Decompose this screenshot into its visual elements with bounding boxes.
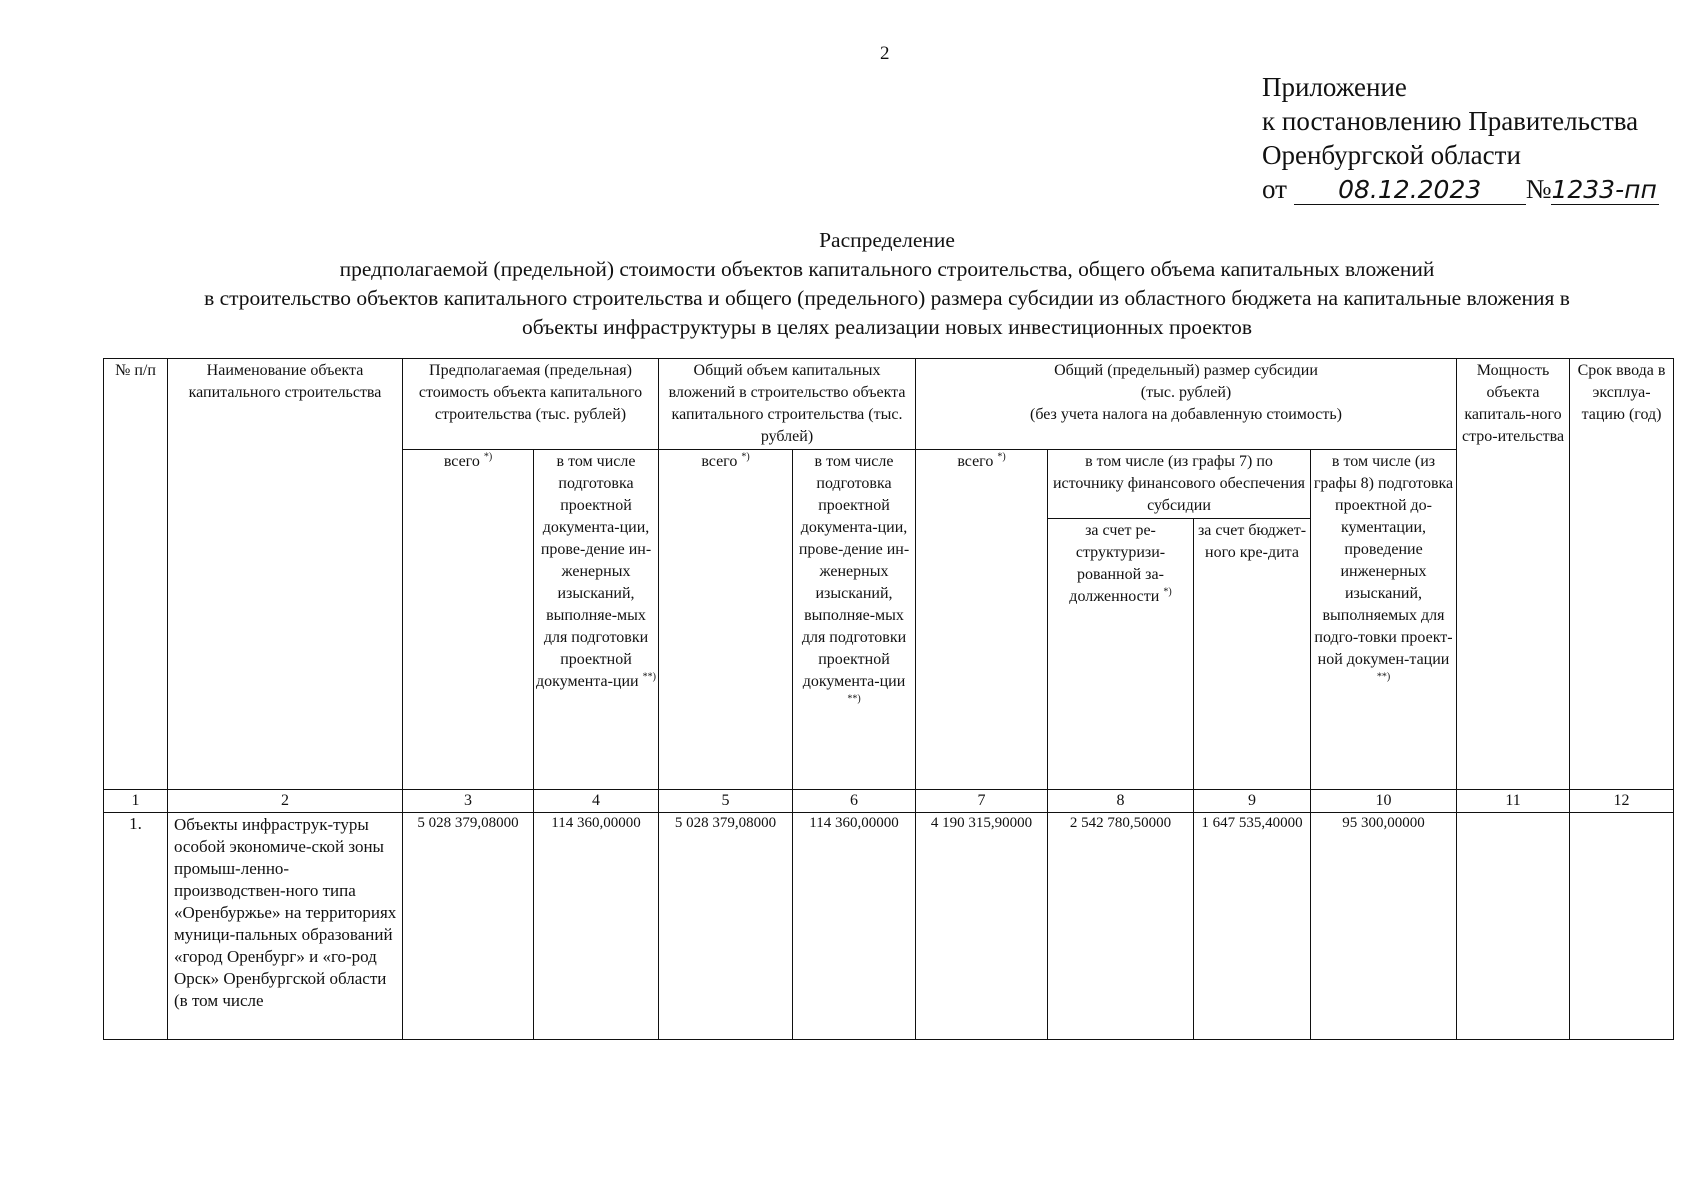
header-subsidy [916, 359, 1457, 450]
title-line-4: объекты инфраструктуры в целях реализации новых инвестиционных проектов [521, 315, 1253, 339]
header-power: Мощность объекта капиталь-ного стро-ительства [1457, 359, 1570, 790]
col-number: 8 [1048, 790, 1194, 813]
row-invest-design: 114 360,00000 [793, 813, 916, 1040]
handwritten-date: 08.12.2023 [1294, 176, 1526, 205]
header-cost-total: всего *) [403, 450, 534, 790]
col-number: 7 [916, 790, 1048, 813]
table-row [104, 813, 1674, 1040]
title-line-3: в строительство объектов капитального строительства и общего (предельного) размера субсидии из областного бюджета на капитальные вложения в [204, 286, 1570, 310]
row-term [1570, 813, 1674, 1040]
subsidy-line-1: Общий (предельный) размер субсидии [1054, 362, 1318, 379]
header-row-1 [104, 359, 1674, 450]
header-cost: Предполагаемая (предельная) стоимость объекта капитального строительства (тыс. рублей) [403, 359, 659, 450]
col-number: 4 [534, 790, 659, 813]
document-title [92, 226, 1682, 342]
row-num: 1. [104, 813, 168, 1040]
header-name: Наименование объекта капитального строительства [168, 359, 403, 790]
col-number: 10 [1311, 790, 1457, 813]
col-number: 11 [1457, 790, 1570, 813]
subsidy-line-2: (тыс. рублей) [1140, 384, 1232, 401]
appendix-block [1262, 70, 1659, 206]
appendix-line-1: Приложение [1262, 72, 1407, 102]
header-invest: Общий объем капитальных вложений в строительство объекта капитального строительства (тыс. рублей) [659, 359, 916, 450]
subsidy-line-3: (без учета налога на добавленную стоимость) [1030, 406, 1343, 423]
col-number: 12 [1570, 790, 1674, 813]
row-restructured: 2 542 780,50000 [1048, 813, 1194, 1040]
col-number: 1 [104, 790, 168, 813]
row-cost-total: 5 028 379,08000 [403, 813, 534, 1040]
header-term: Срок ввода в эксплуа-тацию (год) [1570, 359, 1674, 790]
header-restructured: за счет ре-структуризи-рованной за-долженности *) [1048, 519, 1194, 790]
row-subsidy-total: 4 190 315,90000 [916, 813, 1048, 1040]
appendix-date-line [1262, 172, 1659, 206]
appendix-line-2: к постановлению Правительства [1262, 106, 1639, 136]
col-number: 3 [403, 790, 534, 813]
appendix-line-3: Оренбургской области [1262, 140, 1521, 170]
row-cost-design: 114 360,00000 [534, 813, 659, 1040]
column-numbers-row [104, 790, 1674, 813]
distribution-table [103, 358, 1674, 1040]
row-power [1457, 813, 1570, 1040]
row-subsidy-design: 95 300,00000 [1311, 813, 1457, 1040]
header-cost-design: в том числе подготовка проектной документа-ции, прове-дение ин-женерных изысканий, выполняе-мых для подготовки проектной документа-ции **) [534, 450, 659, 790]
header-num: № п/п [104, 359, 168, 790]
from-label: от [1262, 174, 1287, 204]
col-number: 6 [793, 790, 916, 813]
row-invest-total: 5 028 379,08000 [659, 813, 793, 1040]
col-number: 5 [659, 790, 793, 813]
header-invest-design: в том числе подготовка проектной документа-ции, прове-дение ин-женерных изысканий, выполняе-мых для подготовки проектной документа-ции **) [793, 450, 916, 790]
header-invest-total: всего *) [659, 450, 793, 790]
header-subsidy-total: всего *) [916, 450, 1048, 790]
header-budget-credit: за счет бюджет-ного кре-дита [1194, 519, 1311, 790]
title-line-2: предполагаемой (предельной) стоимости объектов капитального строительства, общего объема капитальных вложений [339, 257, 1435, 281]
page-number: 2 [880, 43, 890, 64]
header-subsidy-design: в том числе (из графы 8) подготовка проектной до-кументации, проведение инженерных изысканий, выполняемых для подго-товки проект-ной докумен-тации **) [1311, 450, 1457, 790]
header-subsidy-source: в том числе (из графы 7) по источнику финансового обеспечения субсидии [1048, 450, 1311, 519]
number-label: № [1525, 174, 1552, 204]
col-number: 9 [1194, 790, 1311, 813]
title-line-1: Распределение [819, 228, 955, 252]
col-number: 2 [168, 790, 403, 813]
handwritten-number: 1233-пп [1551, 176, 1659, 205]
row-budget-credit: 1 647 535,40000 [1194, 813, 1311, 1040]
row-name: Объекты инфраструк-туры особой экономиче-ской зоны промыш-ленно-производствен-ного типа «Оренбуржье» на территориях муници-пальных образований «город Оренбург» и «го-род Орск» Оренбургской области (в том числе [168, 813, 403, 1040]
